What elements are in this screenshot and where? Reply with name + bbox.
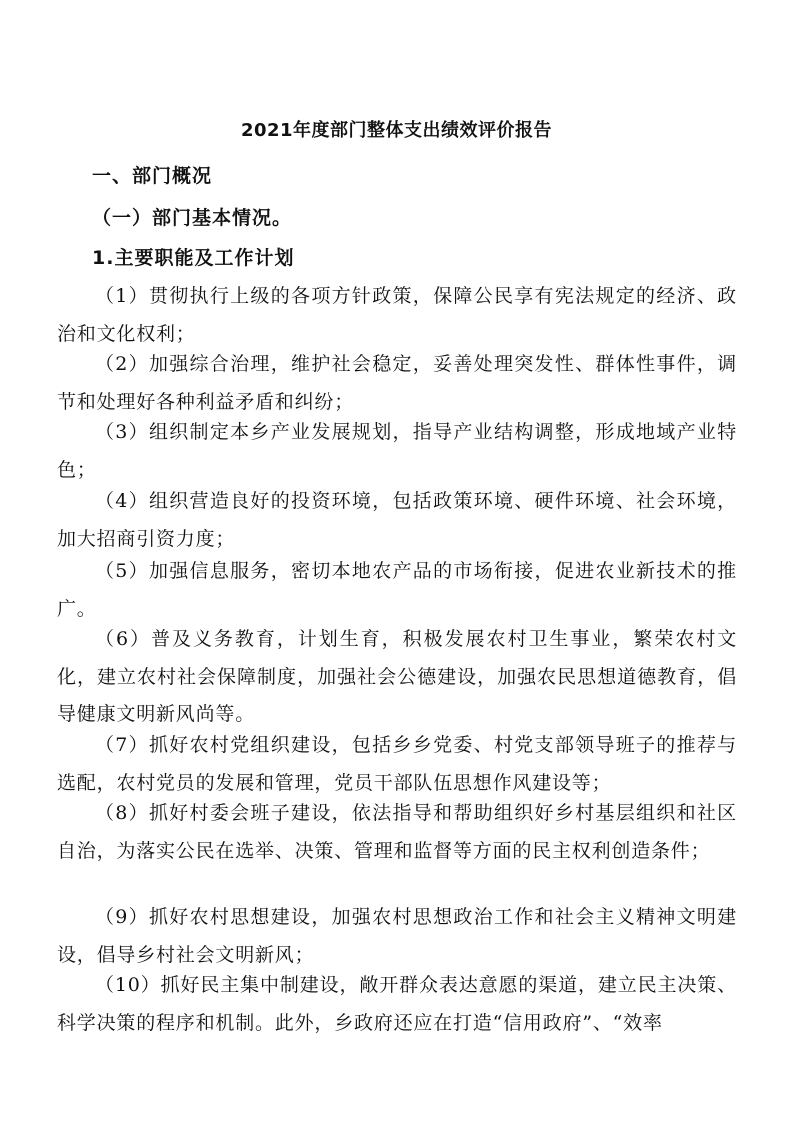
paragraph-9: （9）抓好农村思想建设，加强农村思想政治工作和社会主义精神文明建设，倡导乡村社会文明新风；	[57, 906, 737, 966]
paragraph-5: （5）加强信息服务，密切本地农产品的市场衔接，促进农业新技术的推广。	[57, 560, 737, 620]
paragraph-4: （4）组织营造良好的投资环境，包括政策环境、硬件环境、社会环境，加大招商引资力度；	[57, 490, 737, 550]
section-heading: 一、部门概况	[92, 165, 213, 187]
paragraph-2: （2）加强综合治理，维护社会稳定，妥善处理突发性、群体性事件，调节和处理好各种利益矛盾和纠纷；	[57, 353, 737, 413]
paragraph-10: （10）抓好民主集中制建设，敞开群众表达意愿的渠道，建立民主决策、科学决策的程序和机制。此外，乡政府还应在打造“信用政府”、“效率	[57, 974, 737, 1034]
document-title: 2021年度部门整体支出绩效评价报告	[240, 120, 553, 141]
paragraph-8: （8）抓好村委会班子建设，依法指导和帮助组织好乡村基层组织和社区自治，为落实公民在选举、决策、管理和监督等方面的民主权利创造条件；	[57, 802, 737, 862]
paragraph-6: （6）普及义务教育，计划生育，积极发展农村卫生事业，繁荣农村文化，建立农村社会保障制度，加强社会公德建设，加强农民思想道德教育，倡导健康文明新风尚等。	[57, 628, 737, 725]
item-heading: 1.主要职能及工作计划	[92, 247, 295, 269]
subsection-heading: （一）部门基本情况。	[92, 207, 293, 229]
paragraph-7: （7）抓好农村党组织建设，包括乡乡党委、村党支部领导班子的推荐与选配，农村党员的发展和管理，党员干部队伍思想作风建设等；	[57, 734, 737, 794]
paragraph-1: （1）贯彻执行上级的各项方针政策，保障公民享有宪法规定的经济、政治和文化权利；	[57, 285, 737, 345]
paragraph-3: （3）组织制定本乡产业发展规划，指导产业结构调整，形成地域产业特色；	[57, 421, 737, 481]
